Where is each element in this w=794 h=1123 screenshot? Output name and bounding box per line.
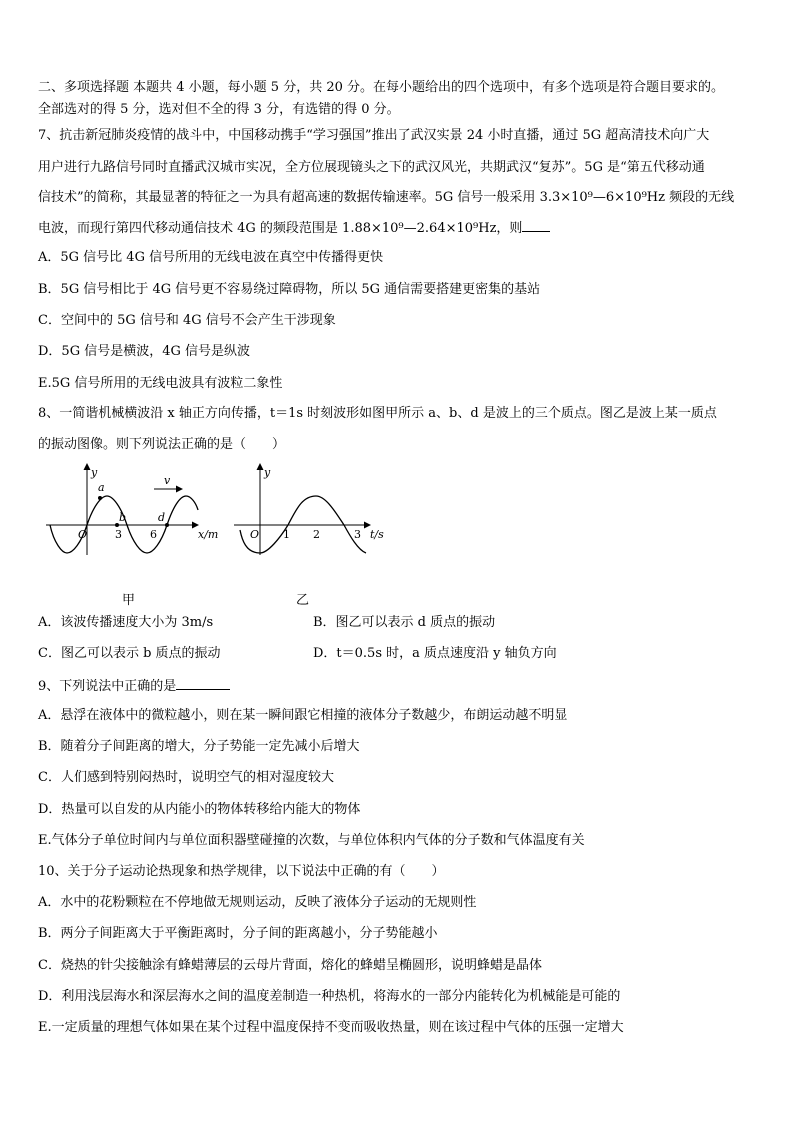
- t-axis-label: t/s: [370, 528, 384, 541]
- q9-option-c: C．人们感到特别闷热时，说明空气的相对湿度较大: [38, 770, 334, 785]
- q7-stem-line-3: 信技术”的简称，其最显著的特征之一为具有超高速的数据传输速率。5G 信号一般采用 3.3×10⁹—6×10⁹Hz 频段的无线: [38, 190, 735, 205]
- tick-label-1: 1: [283, 528, 290, 541]
- q7-stem-line-4: [38, 219, 550, 238]
- point-d: [165, 523, 169, 527]
- origin-label: O: [250, 528, 260, 541]
- figure-yi-caption: 乙: [296, 593, 310, 608]
- origin-label: O: [78, 528, 88, 541]
- point-a: [98, 496, 102, 500]
- q10-option-d: D．利用浅层海水和深层海水之间的温度差制造一种热机，将海水的一部分内能转化为机械能是可能的: [38, 989, 621, 1004]
- q7-option-d: D．5G 信号是横波，4G 信号是纵波: [38, 344, 250, 359]
- y-axis-label: y: [264, 466, 271, 479]
- q9-option-b: B．随着分子间距离的增大，分子势能一定先减小后增大: [38, 739, 360, 754]
- q10-option-e: E.一定质量的理想气体如果在某个过程中温度保持不变而吸收热量，则在该过程中气体的压强一定增大: [38, 1020, 624, 1035]
- point-b-label: b: [119, 511, 127, 524]
- tick-label-3: 3: [115, 528, 122, 541]
- q7-stem-line-2: 用户进行九路信号同时直播武汉城市实况，全方位展现镜头之下的武汉风光，共期武汉“复苏”。5G 是“第五代移动通: [38, 160, 705, 175]
- q8-option-d: D．t＝0.5s 时，a 质点速度沿 y 轴负方向: [313, 646, 557, 661]
- y-axis-label: y: [91, 466, 98, 479]
- x-axis-label: x/m: [198, 528, 219, 541]
- q8-stem-line-1: 8、一简谐机械横波沿 x 轴正方向传播，t＝1s 时刻波形如图甲所示 a、b、d 是波上的三个质点。图乙是波上某一质点: [38, 406, 717, 421]
- velocity-label: v: [164, 474, 171, 487]
- q9-option-d: D．热量可以自发的从内能小的物体转移给内能大的物体: [38, 802, 361, 817]
- q10-option-a: A．水中的花粉颗粒在不停地做无规则运动，反映了液体分子运动的无规则性: [38, 895, 477, 910]
- q10-option-b: B．两分子间距离大于平衡距离时，分子间的距离越小，分子势能越小: [38, 926, 438, 941]
- answer-blank: [176, 677, 230, 690]
- q8-option-a: A．该波传播速度大小为 3m/s: [38, 615, 214, 630]
- q7-option-e: E.5G 信号所用的无线电波具有波粒二象性: [38, 376, 283, 391]
- q10-stem: 10、关于分子运动论热现象和热学规律，以下说法中正确的有（ ）: [38, 864, 445, 879]
- q10-option-c: C．烧热的针尖接触涂有蜂蜡薄层的云母片背面，熔化的蜂蜡呈椭圆形，说明蜂蜡是晶体: [38, 958, 542, 973]
- q8-stem-line-2: 的振动图像。则下列说法正确的是（ ）: [38, 437, 286, 452]
- q7-option-c: C．空间中的 5G 信号和 4G 信号不会产生干涉现象: [38, 313, 336, 328]
- section-header-line-1: 二、多项选择题 本题共 4 小题，每小题 5 分，共 20 分。在每小题给出的四个选项中，有多个选项是符合题目要求的。: [38, 80, 725, 95]
- q8-option-b: B．图乙可以表示 d 质点的振动: [313, 615, 496, 630]
- tick-label-2: 2: [313, 528, 320, 541]
- tick-label-3: 3: [354, 528, 361, 541]
- q9-option-e: E.气体分子单位时间内与单位面积器壁碰撞的次数，与单位体积内气体的分子数和气体温度有关: [38, 833, 585, 848]
- point-d-label: d: [158, 511, 166, 524]
- figure-jia-caption: 甲: [122, 593, 136, 608]
- tick-label-6: 6: [150, 528, 157, 541]
- q9-stem: [38, 677, 230, 696]
- q7-option-a: A．5G 信号比 4G 信号所用的无线电波在真空中传播得更快: [38, 250, 384, 265]
- q7-option-b: B．5G 信号相比于 4G 信号更不容易绕过障碍物，所以 5G 通信需要搭建更密集的基站: [38, 282, 541, 297]
- point-a-label: a: [98, 481, 105, 494]
- q7-stem-line-1: 7、抗击新冠肺炎疫情的战斗中，中国移动携手“学习强国”推出了武汉实景 24 小时直播，通过 5G 超高清技术向广大: [38, 128, 710, 143]
- q8-option-c: C．图乙可以表示 b 质点的振动: [38, 646, 221, 661]
- answer-blank: [522, 219, 550, 232]
- section-header-line-2: 全部选对的得 5 分，选对但不全的得 3 分，有选错的得 0 分。: [38, 102, 400, 117]
- q9-option-a: A．悬浮在液体中的微粒越小，则在某一瞬间跟它相撞的液体分子数越少，布朗运动越不明显: [38, 708, 568, 723]
- figure-jia-wave-graph: [38, 458, 228, 558]
- q7-stem-text: 电波，而现行第四代移动通信技术 4G 的频段范围是 1.88×10⁹—2.64×10⁹Hz，则: [38, 221, 523, 236]
- figure-yi-vibration-graph: [230, 458, 400, 558]
- q9-stem-text: 9、下列说法中正确的是: [38, 679, 177, 694]
